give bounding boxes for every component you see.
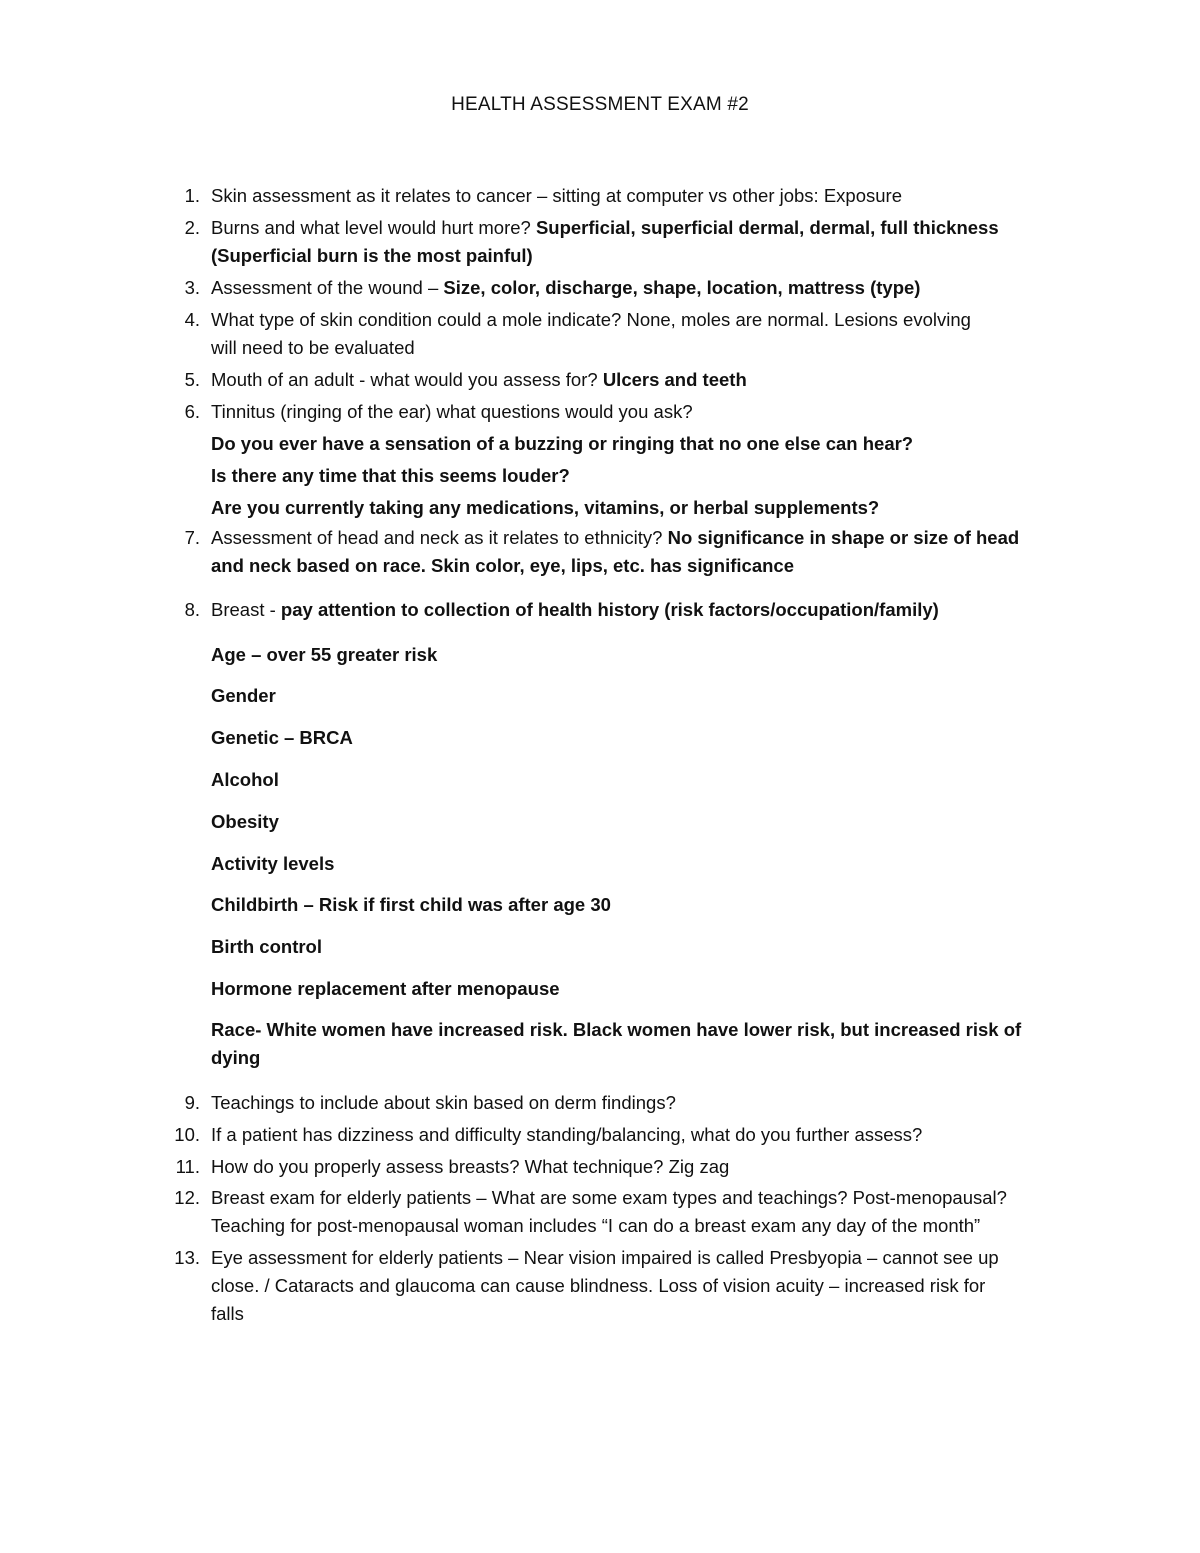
item-question: Mouth of an adult - what would you assess for?: [211, 369, 603, 390]
risk-factor: Race- White women have increased risk. Black women have lower risk, but increased risk of: [211, 1019, 1022, 1040]
risk-factor: Gender: [211, 685, 276, 706]
item-question: Skin assessment as it relates to cancer – sitting at computer vs other jobs: Exposure: [211, 185, 902, 206]
risk-factor: Childbirth – Risk if first child was after age 30: [211, 894, 611, 915]
item-question: close. / Cataracts and glaucoma can cause blindness. Loss of vision acuity – increased risk for: [211, 1275, 986, 1296]
item-question: Assessment of the wound –: [211, 277, 444, 298]
item-question: If a patient has dizziness and difficulty standing/balancing, what do you further assess?: [211, 1124, 923, 1145]
item-question: Teaching for post-menopausal woman includes “I can do a breast exam any day of the month”: [211, 1215, 981, 1236]
item-question: Tinnitus (ringing of the ear) what questions would you ask?: [211, 401, 693, 422]
item-line: [211, 598, 939, 622]
item-number: 3.: [184, 277, 200, 298]
item-number: 8.: [184, 599, 200, 620]
item-line: [211, 216, 999, 240]
item-answer: Superficial, superficial dermal, dermal, full thickness: [535, 217, 999, 238]
item-answer: No significance in shape or size of head: [667, 527, 1020, 548]
risk-factor: Genetic – BRCA: [211, 727, 353, 748]
item-number: 10.: [174, 1124, 200, 1145]
item-number: 13.: [174, 1247, 200, 1268]
item-answer: Is there any time that this seems louder?: [211, 465, 570, 486]
risk-factor: Obesity: [211, 811, 279, 832]
item-question: What type of skin condition could a mole indicate? None, moles are normal. Lesions evolving: [211, 309, 971, 330]
item-question: will need to be evaluated: [211, 337, 415, 358]
risk-factor: Birth control: [211, 936, 322, 957]
item-answer: Do you ever have a sensation of a buzzing or ringing that no one else can hear?: [211, 433, 914, 454]
item-question: Teachings to include about skin based on derm findings?: [211, 1092, 676, 1113]
page-title: HEALTH ASSESSMENT EXAM #2: [451, 94, 749, 115]
item-line: [211, 368, 747, 392]
item-number: 2.: [184, 217, 200, 238]
item-number: 9.: [184, 1092, 200, 1113]
item-question: Breast -: [211, 599, 281, 620]
item-line: [211, 276, 920, 300]
item-number: 4.: [184, 309, 200, 330]
risk-factor: Alcohol: [211, 769, 279, 790]
item-question: How do you properly assess breasts? What technique? Zig zag: [211, 1156, 730, 1177]
item-number: 6.: [184, 401, 200, 422]
item-answer: and neck based on race. Skin color, eye, lips, etc. has significance: [211, 555, 794, 576]
item-answer: (Superficial burn is the most painful): [211, 245, 533, 266]
item-question: falls: [211, 1303, 244, 1324]
item-number: 12.: [174, 1187, 200, 1208]
item-question: Eye assessment for elderly patients – Near vision impaired is called Presbyopia – cannot see up: [211, 1247, 999, 1268]
item-number: 5.: [184, 369, 200, 390]
item-answer: Size, color, discharge, shape, location, mattress (type): [443, 277, 921, 298]
item-answer: Ulcers and teeth: [602, 369, 747, 390]
risk-factor: Activity levels: [211, 853, 335, 874]
item-question: Assessment of head and neck as it relates to ethnicity?: [211, 527, 668, 548]
item-question: Burns and what level would hurt more?: [211, 217, 536, 238]
item-question: Breast exam for elderly patients – What are some exam types and teachings? Post-menopausal?: [211, 1187, 1007, 1208]
item-number: 1.: [184, 185, 200, 206]
item-number: 7.: [184, 527, 200, 548]
item-answer: pay attention to collection of health history (risk factors/occupation/family): [280, 599, 939, 620]
risk-factor: Hormone replacement after menopause: [211, 978, 560, 999]
risk-factor: dying: [211, 1047, 261, 1068]
item-line: [211, 526, 1019, 550]
item-answer: Are you currently taking any medications, vitamins, or herbal supplements?: [211, 497, 880, 518]
risk-factor: Age – over 55 greater risk: [211, 644, 438, 665]
item-number: 11.: [175, 1156, 200, 1177]
